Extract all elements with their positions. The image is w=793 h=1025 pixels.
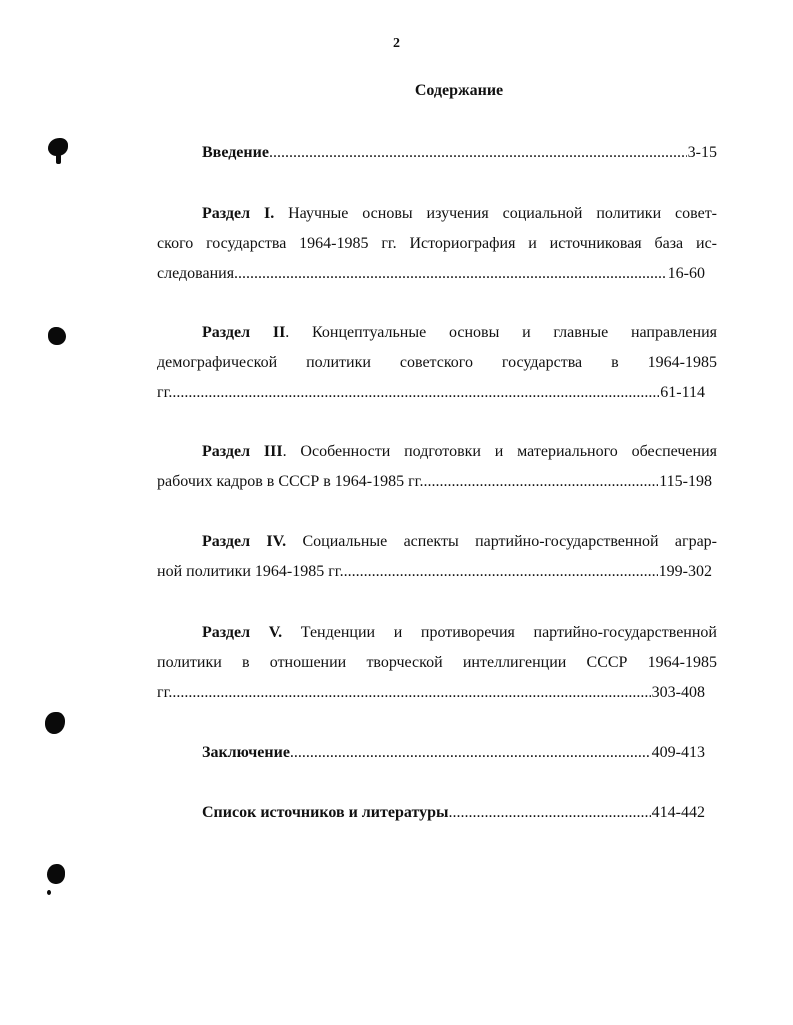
dot-leader xyxy=(269,138,687,168)
page-number: 2 xyxy=(393,36,400,51)
binding-hole-mark xyxy=(47,890,51,895)
toc-section-4-prefix: Раздел IV. xyxy=(202,533,287,550)
toc-entry-intro xyxy=(157,138,717,168)
toc-section-1-text1: Научные основы изучения социальной политики совет- xyxy=(288,205,718,222)
toc-section-5-line3: гг. xyxy=(157,684,173,701)
toc-section-5-prefix: Раздел V. xyxy=(202,624,283,641)
toc-conclusion-label: Заключение xyxy=(202,744,290,761)
toc-section-1-line1 xyxy=(157,199,717,229)
toc-section-3-prefix: Раздел III xyxy=(202,443,283,460)
toc-section-1-line3: следования xyxy=(157,265,235,282)
binding-hole-mark xyxy=(48,327,66,345)
toc-section-4-text1: Социальные аспекты партийно-государственной аграр- xyxy=(286,533,717,550)
toc-section-2-text1: . Концептуальные основы и главные направления xyxy=(285,324,717,341)
toc-intro-pages: 3-15 xyxy=(687,144,717,161)
toc-section-2-line1 xyxy=(157,318,717,348)
toc-section-1-prefix: Раздел I. xyxy=(202,205,275,222)
dot-leader xyxy=(172,678,650,708)
toc-entry-sources xyxy=(157,798,717,828)
toc-section-5-line2: политики в отношении творческой интеллигенции СССР 1964-1985 xyxy=(157,654,717,671)
binding-hole-mark xyxy=(47,864,65,884)
toc-section-2-prefix: Раздел II xyxy=(202,324,286,341)
dot-leader xyxy=(448,798,650,828)
toc-section-4-pages: 199-302 xyxy=(658,563,712,580)
toc-section-3-line1 xyxy=(157,437,717,467)
toc-section-4-line1 xyxy=(157,527,717,557)
toc-entry-section-4 xyxy=(157,527,717,587)
dot-leader xyxy=(290,738,651,768)
toc-section-2-pages: 61-114 xyxy=(660,384,705,401)
toc-section-5-text1: Тенденции и противоречия партийно-государственной xyxy=(282,624,717,641)
dot-leader xyxy=(344,557,658,587)
toc-section-5-line1 xyxy=(157,618,717,648)
toc-entry-section-1 xyxy=(157,199,717,289)
toc-entry-conclusion xyxy=(157,738,717,768)
toc-section-3-line2: рабочих кадров в СССР в 1964-1985 гг. xyxy=(157,473,424,490)
toc-section-3-pages: 115-198 xyxy=(659,473,712,490)
toc-entry-section-3 xyxy=(157,437,717,497)
binding-hole-mark xyxy=(56,154,61,164)
toc-section-3-text1: . Особенности подготовки и материального обеспечения xyxy=(282,443,718,460)
dot-leader xyxy=(172,378,659,408)
toc-section-5-pages: 303-408 xyxy=(651,684,705,701)
toc-sources-label: Список источников и литературы xyxy=(202,804,449,821)
toc-section-4-line2: ной политики 1964-1985 гг. xyxy=(157,563,344,580)
toc-sources-pages: 414-442 xyxy=(651,804,705,821)
page-title: Содержание xyxy=(414,82,504,99)
binding-hole-mark xyxy=(45,712,65,734)
toc-conclusion-pages: 409-413 xyxy=(651,744,705,761)
toc-intro-label: Введение xyxy=(202,144,269,161)
toc-entry-section-5 xyxy=(157,618,717,708)
toc-section-2-line3: гг. xyxy=(157,384,173,401)
dot-leader xyxy=(234,259,667,289)
toc-section-2-line2: демографической политики советского государства в 1964-1985 xyxy=(157,354,717,371)
toc-section-1-line2: ского государства 1964-1985 гг. Историография и источниковая база ис- xyxy=(157,235,717,252)
toc-section-1-pages: 16-60 xyxy=(667,265,705,282)
toc-entry-section-2 xyxy=(157,318,717,408)
dot-leader xyxy=(423,467,658,497)
